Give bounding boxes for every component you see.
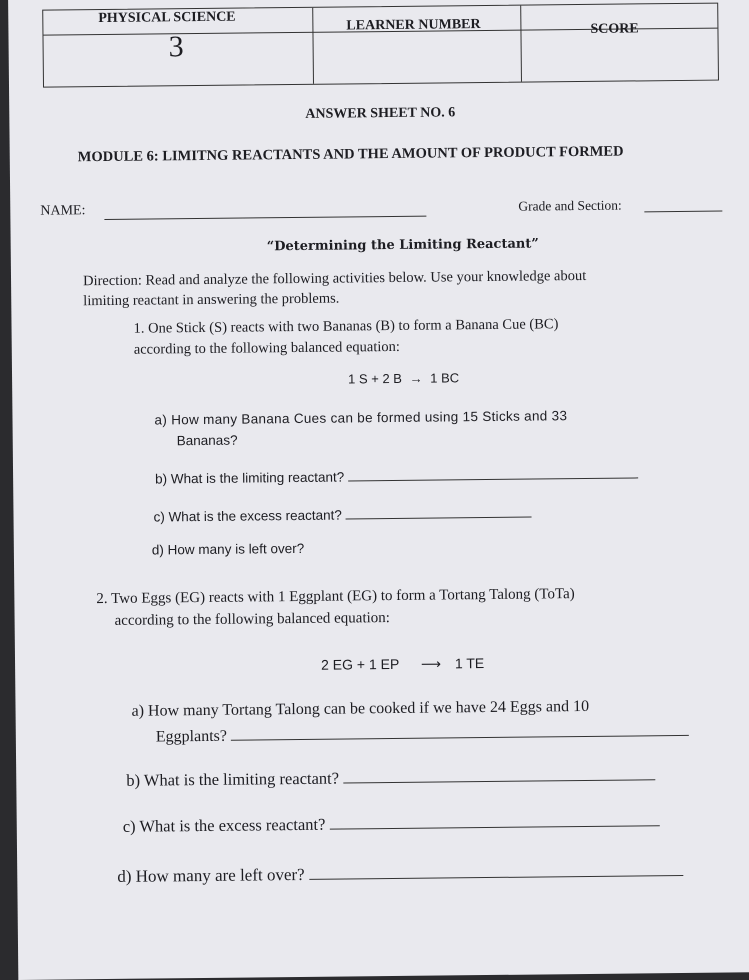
q2-text-line-1: 2. Two Eggs (EG) reacts with 1 Eggplant (EG) to form a Tortang Talong (ToTa) bbox=[96, 586, 575, 608]
subject-label: PHYSICAL SCIENCE bbox=[98, 9, 236, 27]
q1-b-answer-field[interactable] bbox=[348, 463, 638, 481]
q2-b bbox=[126, 765, 655, 791]
name-label: NAME: bbox=[40, 203, 86, 219]
name-field[interactable] bbox=[104, 202, 426, 220]
sheet-title: ANSWER SHEET NO. 6 bbox=[305, 105, 456, 122]
q2-c-text: c) What is the excess reactant? bbox=[122, 814, 326, 836]
section-title: “Determining the Limiting Reactant” bbox=[266, 236, 539, 255]
q1-text-line-2: according to the following balanced equation: bbox=[133, 338, 400, 358]
direction-line-1: Direction: Read and analyze the following activities below. Use your knowledge about bbox=[82, 267, 587, 290]
q2-c bbox=[123, 811, 660, 837]
q2-d-text: d) How many are left over? bbox=[117, 864, 305, 886]
subject-value: 3 bbox=[168, 30, 184, 64]
q1-b-text: b) What is the limiting reactant? bbox=[155, 469, 345, 487]
q1-c bbox=[153, 503, 531, 525]
q2-a-line-2-wrap bbox=[156, 721, 689, 747]
module-title: MODULE 6: LIMITNG REACTANTS AND THE AMOUNT OF PRODUCT FORMED bbox=[77, 143, 624, 166]
q2-a-answer-field[interactable] bbox=[231, 721, 689, 741]
answer-sheet bbox=[8, 0, 749, 980]
q1-equation-right: 1 BC bbox=[430, 370, 460, 386]
q1-d: d) How many is left over? bbox=[151, 540, 305, 558]
q1-equation-left: 1 S + 2 B bbox=[348, 370, 403, 387]
q2-c-answer-field[interactable] bbox=[329, 811, 659, 829]
q2-equation-right: 1 TE bbox=[454, 655, 485, 672]
learner-number-label: LEARNER NUMBER bbox=[346, 17, 481, 34]
grade-section-field[interactable] bbox=[644, 197, 722, 213]
q2-equation bbox=[321, 655, 484, 674]
q2-text-line-2: according to the following balanced equation: bbox=[114, 610, 391, 629]
q1-equation bbox=[348, 370, 459, 386]
score-label: SCORE bbox=[590, 21, 639, 37]
q2-a-line-1: a) How many Tortang Talong can be cooked if we have 24 Eggs and 10 bbox=[131, 697, 590, 720]
q1-text-line-1: 1. One Stick (S) reacts with two Bananas (B) to form a Banana Cue (BC) bbox=[133, 316, 559, 337]
q2-b-text: b) What is the limiting reactant? bbox=[126, 768, 340, 790]
q2-d bbox=[117, 861, 683, 887]
q2-equation-left: 2 EG + 1 EP bbox=[320, 655, 400, 673]
q1-c-text: c) What is the excess reactant? bbox=[153, 507, 342, 525]
q1-c-answer-field[interactable] bbox=[345, 503, 531, 520]
direction-line-2: limiting reactant in answering the problems. bbox=[83, 290, 340, 310]
q1-a-line-1: a) How many Banana Cues can be formed using 15 Sticks and 33 bbox=[154, 408, 568, 428]
q2-a-line-2: Eggplants? bbox=[155, 727, 228, 746]
q1-a-line-2: Bananas? bbox=[176, 432, 238, 449]
grade-section-label: Grade and Section: bbox=[518, 197, 622, 214]
arrow-icon: → bbox=[409, 370, 423, 386]
q2-d-answer-field[interactable] bbox=[309, 861, 683, 880]
q1-b bbox=[155, 463, 638, 486]
q2-b-answer-field[interactable] bbox=[343, 765, 655, 783]
long-arrow-icon: ⟶ bbox=[420, 655, 442, 672]
